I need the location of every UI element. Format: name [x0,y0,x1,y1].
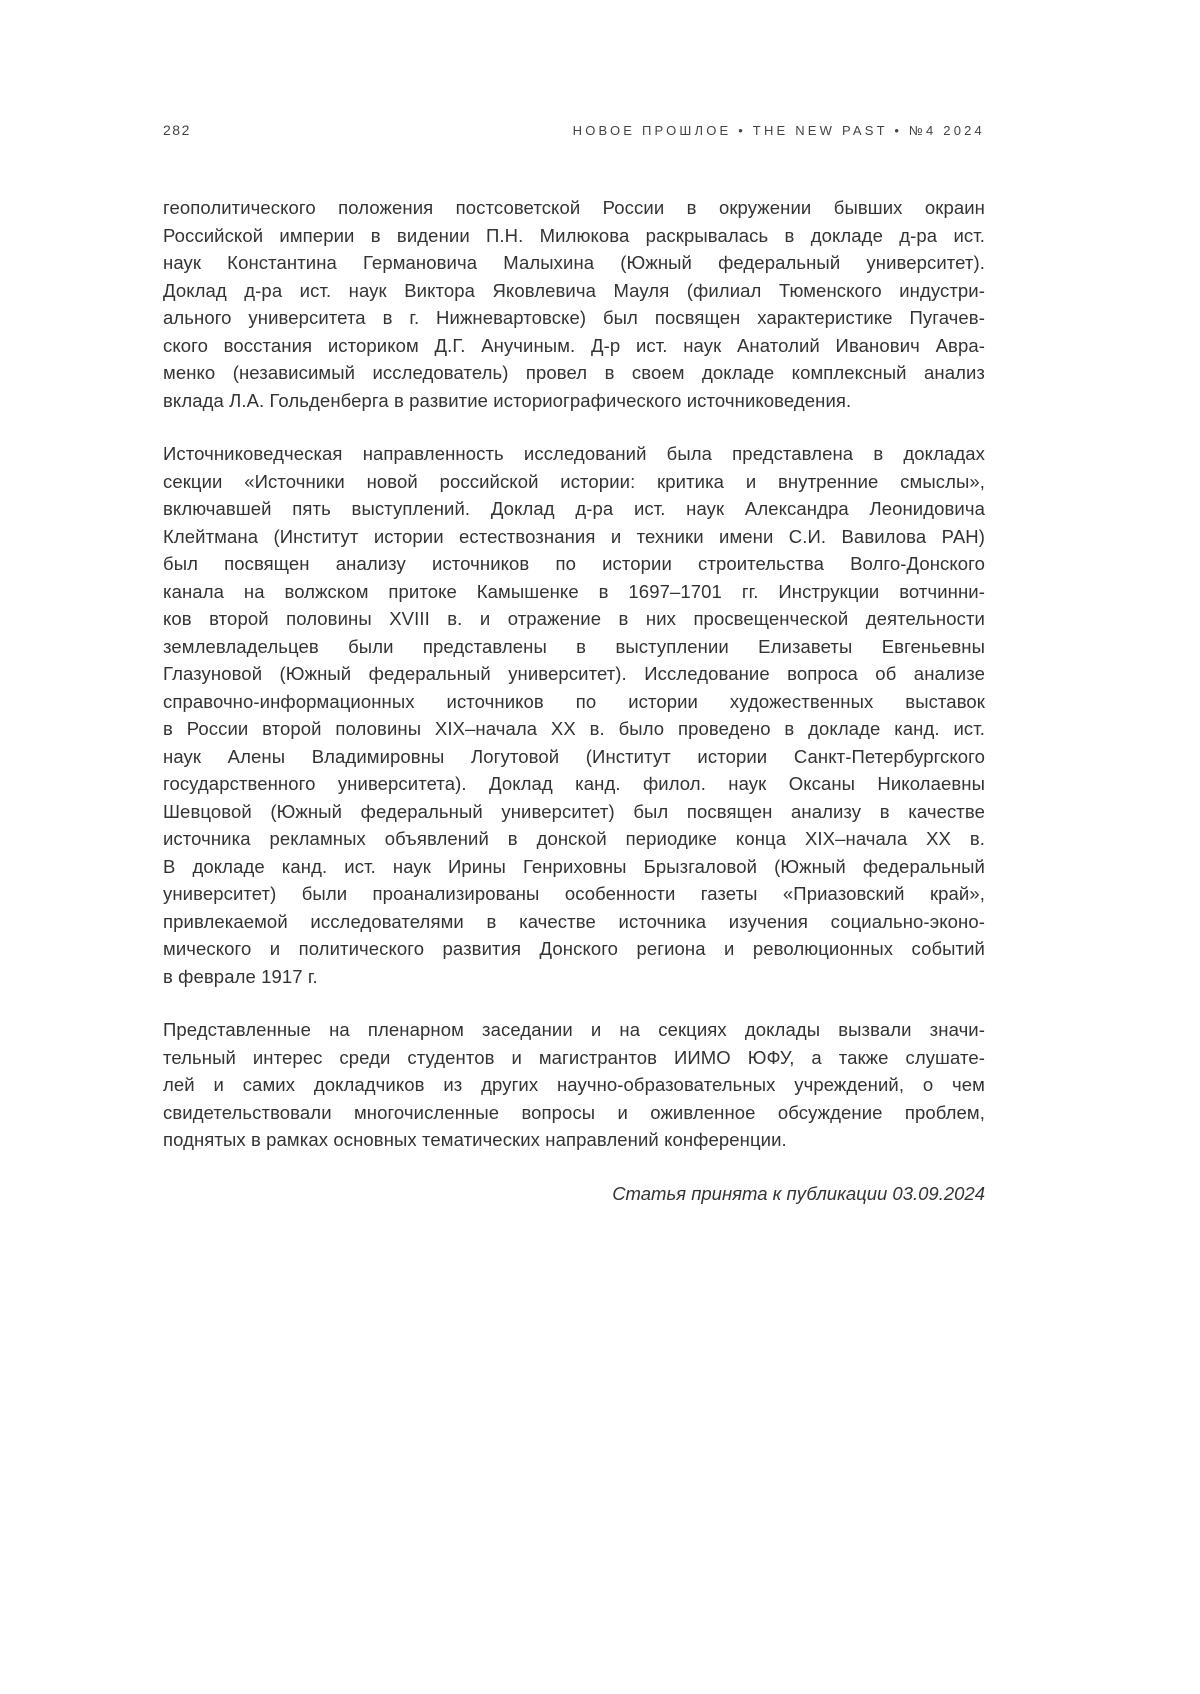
text-line: Представленные на пленарном заседании и на секциях доклады вызвали значи- [163,1019,985,1040]
text-line: ального университета в г. Нижневартовске) был посвящен характеристике Пугачев- [163,307,985,328]
text-line: поднятых в рамках основных тематических направлений конференции. [163,1129,787,1150]
text-line: секции «Источники новой российской истории: критика и внутренние смыслы», [163,470,985,492]
text-line: в феврале 1917 г. [163,965,318,987]
text-line: В докладе канд. ист. наук Ирины Генриховны Брызгаловой (Южный федеральный [163,855,985,877]
text-line: тельный интерес среди студентов и магистрантов ИИМО ЮФУ, а также слушате- [163,1046,985,1068]
text-line: менко (независимый исследователь) провел в своем докладе комплексный анализ [163,362,985,383]
text-line: Доклад д-ра ист. наук Виктора Яковлевича Мауля (филиал Тюменского индустри- [163,279,985,301]
text-line: Шевцовой (Южный федеральный университет) был посвящен анализу в качестве [163,800,985,822]
text-line: геополитического положения постсоветской России в окружении бывших окраин [163,197,985,218]
text-line: университет) были проанализированы особенности газеты «Приазовский край», [163,883,985,904]
text-line: Клейтмана (Институт истории естествознания и техники имени С.И. Вавилова РАН) [163,525,985,547]
text-line: канала на волжском притоке Камышенке в 1697–1701 гг. Инструкции вотчинни- [163,580,985,602]
text-line: включавшей пять выступлений. Доклад д-ра ист. наук Александра Леонидовича [163,498,985,519]
text-line: Глазуновой (Южный федеральный университет). Исследование вопроса об анализе [163,663,985,684]
text-line: ского восстания историком Д.Г. Анучиным. Д-р ист. наук Анатолий Иванович Авра- [163,334,985,356]
text-line: справочно-информационных источников по истории художественных выставок [163,690,985,712]
text-line: вклада Л.А. Гольденберга в развитие историографического источниковедения. [163,389,852,411]
text-line: источника рекламных объявлений в донской периодике конца XIX–начала XX в. [163,828,985,849]
text-line: ков второй половины XVIII в. и отражение в них просвещенческой деятельности [163,608,985,629]
text-line: Российской империи в видении П.Н. Милюкова раскрывалась в докладе д-ра ист. [163,224,985,246]
page-header [163,122,985,138]
text-line: наук Константина Германовича Малыхина (Южный федеральный университет). [163,252,985,273]
text-line: свидетельствовали многочисленные вопросы и оживленное обсуждение проблем, [163,1101,985,1123]
text-line: мического и политического развития Донского региона и революционных событий [163,938,985,959]
text-line: государственного университета). Доклад канд. филол. наук Оксаны Николаевны [163,773,985,794]
paragraph [163,1016,985,1154]
text-line: наук Алены Владимировны Логутовой (Институт истории Санкт-Петербургского [163,745,985,767]
paragraph [163,194,985,414]
page-number: 282 [163,122,191,138]
text-line: привлекаемой исследователями в качестве источника изучения социально-эконо- [163,910,985,932]
acceptance-note: Статья принята к публикации 03.09.2024 [612,1182,985,1204]
text-line: землевладельцев были представлены в выступлении Елизаветы Евгеньевны [163,635,985,657]
article-body [163,194,985,1154]
journal-header-title: НОВОЕ ПРОШЛОЕ • THE NEW PAST • №4 2024 [572,123,985,138]
paragraph [163,440,985,990]
text-line: Источниковедческая направленность исследований была представлена в докладах [163,443,985,464]
text-line: лей и самих докладчиков из других научно-образовательных учреждений, о чем [163,1074,985,1095]
text-line: был посвящен анализу источников по истории строительства Волго-Донского [163,553,985,574]
text-line: в России второй половины XIX–начала XX в. было проведено в докладе канд. ист. [163,718,985,739]
